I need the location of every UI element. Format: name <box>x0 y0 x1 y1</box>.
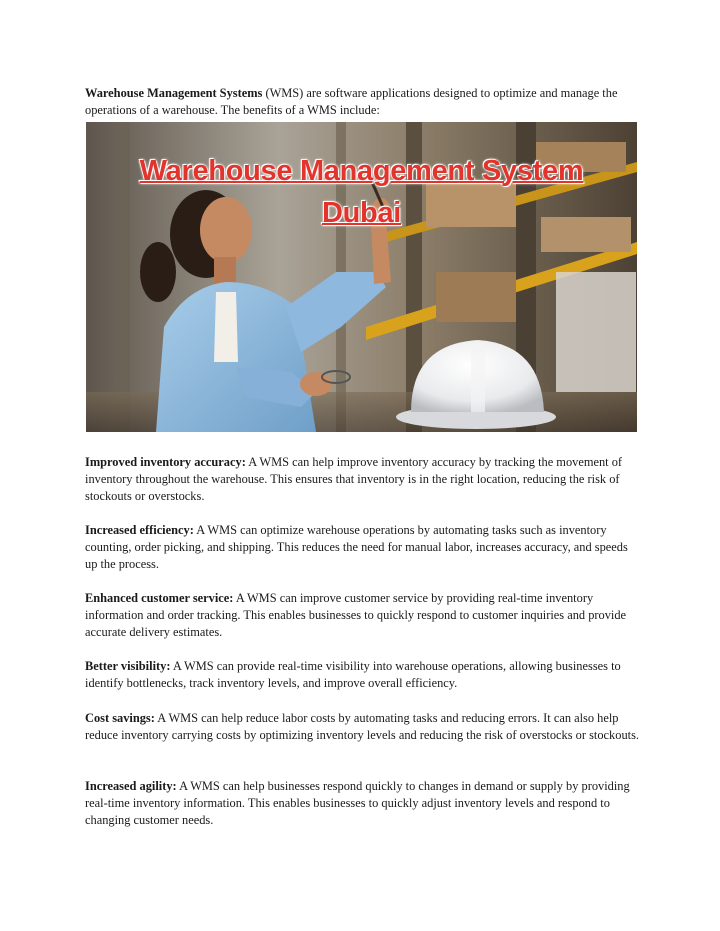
benefit-paragraph <box>85 658 640 692</box>
benefit-text: A WMS can improve customer service by providing real-time inventory information and order tracking. This enables businesses to quickly respond to customer inquiries and provide accurate delivery estimates. <box>85 591 627 639</box>
benefit-paragraph <box>85 710 640 744</box>
benefit-title: Enhanced customer service: <box>85 591 234 605</box>
benefit-title: Increased agility: <box>85 779 177 793</box>
benefit-text: A WMS can help businesses respond quickly to changes in demand or supply by providing real-time inventory information. This enables businesses to quickly adjust inventory levels and respond to changing customer needs. <box>85 779 630 827</box>
benefit-paragraph <box>85 522 640 573</box>
figure-banner-title <box>86 150 637 234</box>
benefit-title: Cost savings: <box>85 711 155 725</box>
benefit-text: A WMS can optimize warehouse operations by automating tasks such as inventory counting, order picking, and shipping. This reduces the need for manual labor, increases accuracy, and speeds up the process. <box>85 523 628 571</box>
banner-line-2: Dubai <box>321 197 402 229</box>
benefit-paragraph <box>85 778 640 829</box>
intro-paragraph <box>85 85 640 119</box>
benefit-paragraph <box>85 454 640 505</box>
benefit-title: Increased efficiency: <box>85 523 194 537</box>
benefit-text: A WMS can help reduce labor costs by automating tasks and reducing errors. It can also help reduce inventory carrying costs by optimizing inventory levels and reducing the risk of overstocks or stockouts. <box>85 711 640 742</box>
intro-text: (WMS) are software applications designed to optimize and manage the operations of a warehouse. The benefits of a WMS include: <box>85 86 618 117</box>
warehouse-photo <box>86 122 637 432</box>
benefit-title: Improved inventory accuracy: <box>85 455 246 469</box>
benefit-text: A WMS can provide real-time visibility into warehouse operations, allowing businesses to identify bottlenecks, track inventory levels, and improve overall efficiency. <box>85 659 621 690</box>
banner-line-1: Warehouse Management System <box>139 155 584 187</box>
intro-bold-term: Warehouse Management Systems <box>85 86 263 100</box>
benefit-paragraph <box>85 590 640 641</box>
benefit-text: A WMS can help improve inventory accuracy by tracking the movement of inventory throughout the warehouse. This ensures that inventory is in the right location, reducing the risk of stockouts or overstocks. <box>85 455 623 503</box>
benefit-title: Better visibility: <box>85 659 171 673</box>
